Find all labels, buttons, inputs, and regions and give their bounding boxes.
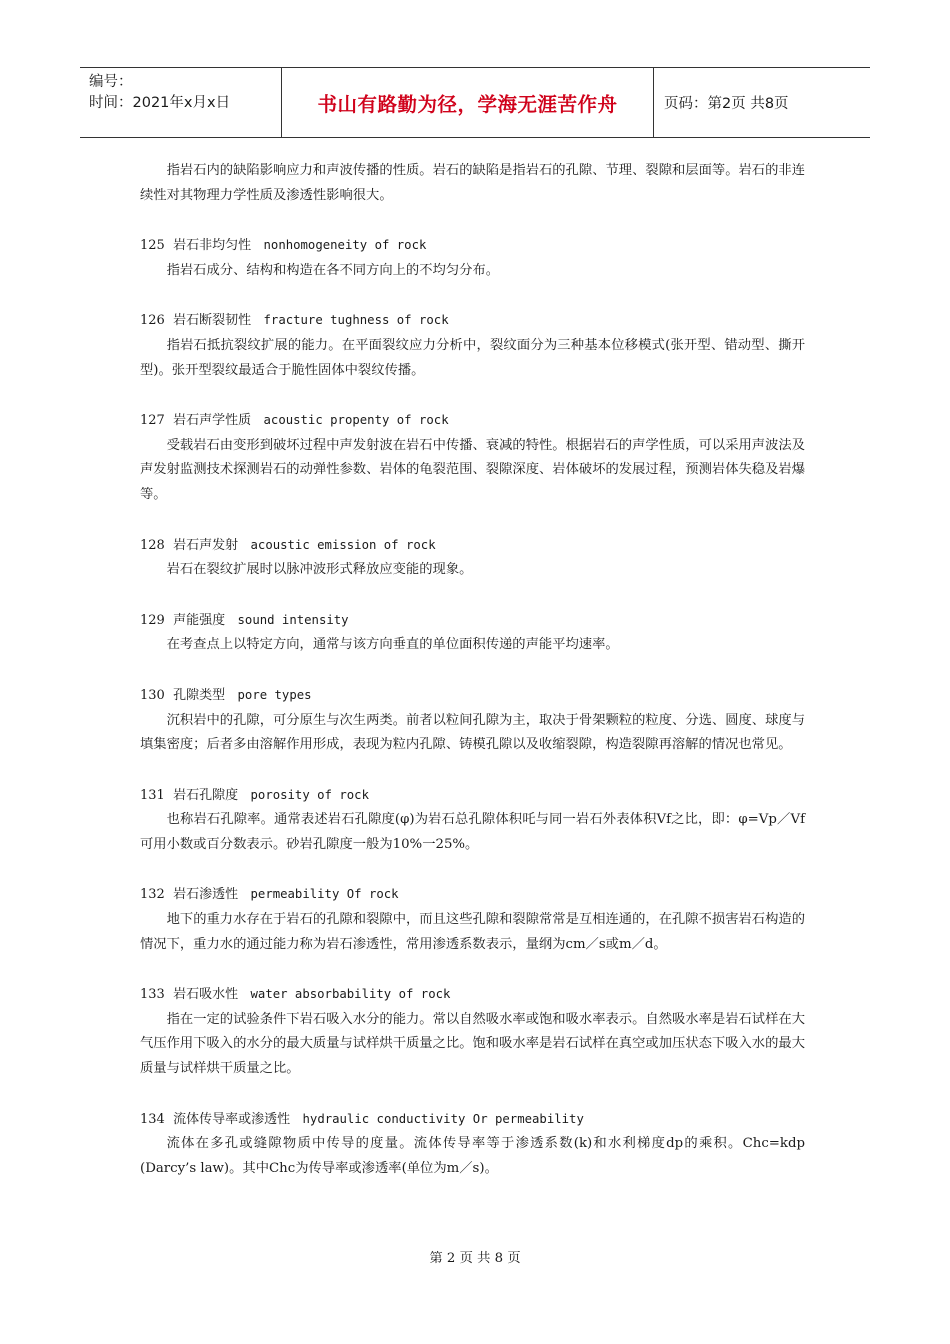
term-description: 沉积岩中的孔隙，可分原生与次生两类。前者以粒间孔隙为主，取决于骨架颗粒的粒度、分选、圆度、球度与填集密度；后者多由溶解作用形成，表现为粒内孔隙、铸模孔隙以及收缩裂隙，构造裂隙再溶解的情况也常见。 [140, 712, 805, 753]
term-number: 129 [140, 612, 165, 628]
term-heading [140, 683, 805, 709]
term-english-name: acoustic propenty of rock [263, 413, 449, 428]
term-entry [140, 308, 805, 383]
term-number: 128 [140, 537, 165, 553]
term-chinese-name: 岩石孔隙度 [173, 787, 239, 803]
term-heading [140, 233, 805, 259]
page-header [80, 67, 870, 138]
term-number: 132 [140, 887, 165, 903]
term-english-name: nonhomogeneity of rock [263, 238, 427, 253]
term-heading [140, 308, 805, 334]
term-entry [140, 1107, 805, 1182]
term-entry [140, 982, 805, 1081]
term-description: 流体在多孔或缝隙物质中传导的度量。流体传导率等于渗透系数(k)和水利梯度dp的乘积。Chc=kdp (Darcy’s law)。其中Chc为传导率或渗透率(单位为m／s)。 [140, 1136, 805, 1176]
term-entry [140, 408, 805, 507]
term-number: 131 [140, 787, 165, 803]
term-english-name: fracture tughness of rock [263, 313, 449, 328]
term-chinese-name: 岩石声学性质 [173, 413, 252, 429]
term-english-name: water absorbability of rock [250, 987, 451, 1002]
term-number: 130 [140, 687, 165, 703]
term-chinese-name: 声能强度 [173, 612, 226, 628]
term-heading [140, 608, 805, 634]
term-chinese-name: 岩石非均匀性 [173, 238, 252, 254]
header-motto: 书山有路勤为径，学海无涯苦作舟 [282, 68, 654, 137]
term-chinese-name: 岩石声发射 [173, 537, 239, 553]
term-heading [140, 533, 805, 559]
term-chinese-name: 孔隙类型 [173, 687, 226, 703]
term-english-name: pore types [237, 687, 312, 702]
term-entry [140, 233, 805, 283]
term-english-name: acoustic emission of rock [250, 537, 436, 552]
term-description: 指岩石抵抗裂纹扩展的能力。在平面裂纹应力分析中，裂纹面分为三种基本位移模式(张开型、错动型、撕开型)。张开型裂纹最适合于脆性固体中裂纹传播。 [140, 337, 805, 378]
term-heading [140, 882, 805, 908]
term-number: 126 [140, 313, 165, 329]
term-entry [140, 533, 805, 583]
document-body [140, 159, 805, 1181]
term-english-name: hydraulic conductivity Or permeability [302, 1111, 584, 1126]
term-description: 也称岩石孔隙率。通常表述岩石孔隙度(φ)为岩石总孔隙体积吒与同一岩石外表体积Vf之比，即：φ=Vp／Vf可用小数或百分数表示。砂岩孔隙度一般为10%一25%。 [140, 812, 805, 852]
term-number: 133 [140, 987, 165, 1003]
term-heading [140, 1107, 805, 1133]
term-chinese-name: 岩石断裂韧性 [173, 313, 252, 329]
term-english-name: sound intensity [237, 612, 349, 627]
intro-paragraph: 指岩石内的缺陷影响应力和声波传播的性质。岩石的缺陷是指岩石的孔隙、节理、裂隙和层面等。岩石的非连续性对其物理力学性质及渗透性影响很大。 [140, 163, 805, 203]
term-number: 134 [140, 1111, 165, 1127]
term-description: 地下的重力水存在于岩石的孔隙和裂隙中，而且这些孔隙和裂隙常常是互相连通的，在孔隙不损害岩石构造的情况下，重力水的通过能力称为岩石渗透性，常用渗透系数表示，量纲为cm／s或m／d。 [140, 912, 805, 952]
term-entry [140, 882, 805, 957]
term-chinese-name: 岩石渗透性 [173, 887, 239, 903]
term-entry [140, 683, 805, 758]
term-list [140, 233, 805, 1181]
term-description: 指岩石成分、结构和构造在各不同方向上的不均匀分布。 [166, 262, 500, 278]
term-number: 125 [140, 238, 165, 254]
document-number-label: 编号： [89, 74, 133, 90]
term-entry [140, 608, 805, 658]
term-chinese-name: 流体传导率或渗透性 [173, 1111, 291, 1127]
document-time-label: 时间：2021年x月x日 [89, 95, 231, 111]
term-description: 岩石在裂纹扩展时以脉冲波形式释放应变能的现象。 [166, 562, 473, 578]
term-number: 127 [140, 413, 165, 429]
page-footer: 第 2 页 共 8 页 [429, 1251, 521, 1266]
header-page-code: 页码：第2页 共8页 [664, 96, 789, 112]
term-heading [140, 408, 805, 434]
term-english-name: permeability Of rock [250, 887, 399, 902]
term-entry [140, 783, 805, 858]
term-description: 受载岩石由变形到破坏过程中声发射波在岩石中传播、衰减的特性。根据岩石的声学性质，可以采用声波法及声发射监测技术探测岩石的动弹性参数、岩体的龟裂范围、裂隙深度、岩体破坏的发展过程，预测岩体失稳及岩爆等。 [140, 437, 805, 502]
term-description: 在考查点上以特定方向，通常与该方向垂直的单位面积传递的声能平均速率。 [166, 637, 619, 653]
term-heading [140, 783, 805, 809]
term-heading [140, 982, 805, 1008]
term-english-name: porosity of rock [250, 787, 369, 802]
header-meta [80, 68, 282, 137]
term-chinese-name: 岩石吸水性 [173, 987, 239, 1003]
term-description: 指在一定的试验条件下岩石吸入水分的能力。常以自然吸水率或饱和吸水率表示。自然吸水率是岩石试样在大气压作用下吸入的水分的最大质量与试样烘干质量之比。饱和吸水率是岩石试样在真空或加压状态下吸入水的最大质量与试样烘干质量之比。 [140, 1011, 805, 1077]
